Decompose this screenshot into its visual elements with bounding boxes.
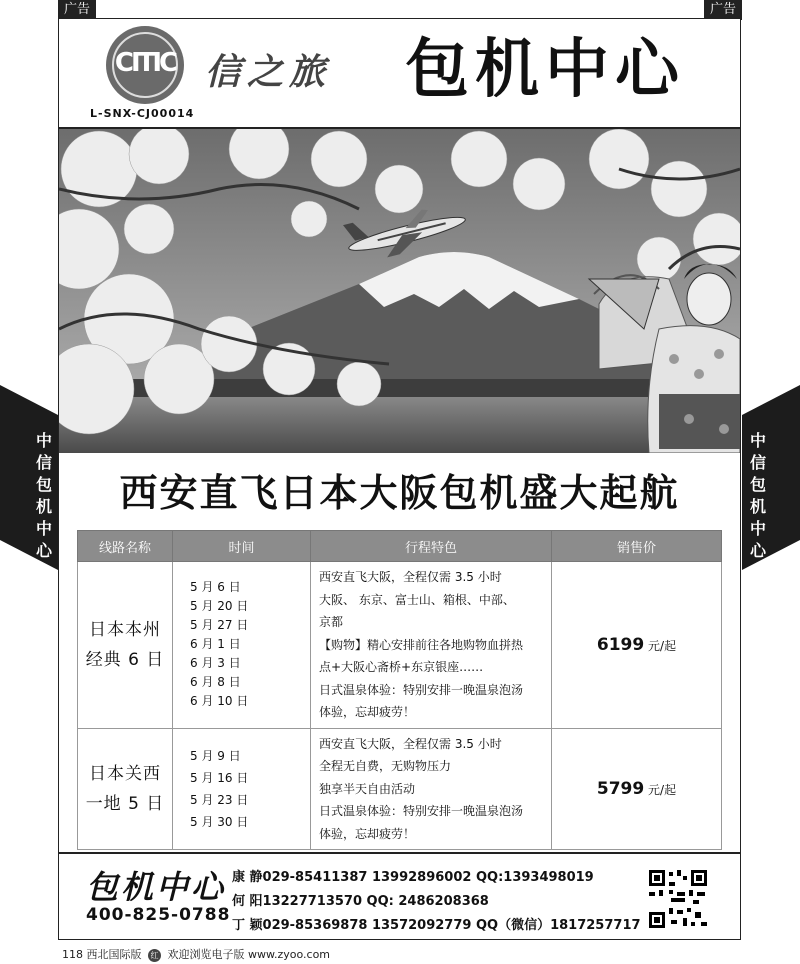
brand-name: 信之旅	[205, 51, 332, 93]
edition-badge: 红	[148, 949, 161, 962]
headline: 西安直飞日本大阪包机盛大起航	[119, 471, 680, 515]
contact-item: 丁 颖029-85369878 13572092779 QQ（微信）1817257717	[232, 918, 641, 933]
route-features: 西安直飞大阪，全程仅需 3.5 小时 大阪、 东京、富士山、箱根、中部、 京都 【购物】精心安排前往各地购物血拼热 点+大阪心斋桥+东京银座…… 日式温泉体验：特别安排一晚温泉泡汤 体验，忘却疲劳！	[311, 562, 552, 729]
footer-divider	[59, 852, 740, 854]
section-name: 西北国际版	[86, 948, 142, 961]
page-title: 包机中心	[405, 33, 685, 107]
routes-table	[77, 530, 722, 850]
side-label-left: 中信包机中心	[35, 431, 52, 560]
route-price: 5799 元/起	[552, 728, 722, 850]
col-header-price: 销售价	[552, 531, 722, 562]
route-name: 日本本州 经典 6 日	[78, 562, 173, 729]
website-note[interactable]: 欢迎浏览电子版 www.zyoo.com	[167, 948, 331, 961]
footer-title: 包机中心	[86, 868, 227, 906]
ad-label-left: 广告	[58, 0, 96, 20]
hotline-number: 400-825-0788	[86, 905, 231, 925]
col-header-features: 行程特色	[311, 531, 552, 562]
side-banner-right	[742, 385, 800, 570]
page-footer	[62, 946, 330, 962]
route-dates: 5 月 6 日 5 月 20 日 5 月 27 日 6 月 1 日 6 月 3 日 6 月 8 日 6 月 10 日	[173, 562, 311, 729]
hero-photo	[59, 129, 740, 453]
route-features: 西安直飞大阪，全程仅需 3.5 小时 全程无自费，无购物压力 独享半天自由活动 日式温泉体验：特别安排一晚温泉泡汤 体验，忘却疲劳！	[311, 728, 552, 850]
page-number: 118	[62, 948, 83, 961]
route-name: 日本关西 一地 5 日	[78, 728, 173, 850]
table-row	[78, 728, 722, 850]
ad-label-right: 广告	[704, 0, 742, 20]
contact-list	[232, 866, 641, 938]
contact-item: 康 静029-85411387 13992896002 QQ:1393498019	[232, 870, 594, 885]
table-header-row	[78, 531, 722, 562]
side-label-right: 中信包机中心	[749, 431, 766, 560]
license-number: L-SNX-CJ00014	[90, 107, 195, 120]
route-dates: 5 月 9 日 5 月 16 日 5 月 23 日 5 月 30 日	[173, 728, 311, 850]
qr-code-icon	[647, 868, 709, 930]
table-row	[78, 562, 722, 729]
citic-logo: CITIC	[106, 26, 184, 104]
side-banner-left	[0, 385, 58, 570]
route-price: 6199 元/起	[552, 562, 722, 729]
contact-item: 何 阳13227713570 QQ: 2486208368	[232, 894, 489, 909]
col-header-dates: 时间	[173, 531, 311, 562]
col-header-route: 线路名称	[78, 531, 173, 562]
